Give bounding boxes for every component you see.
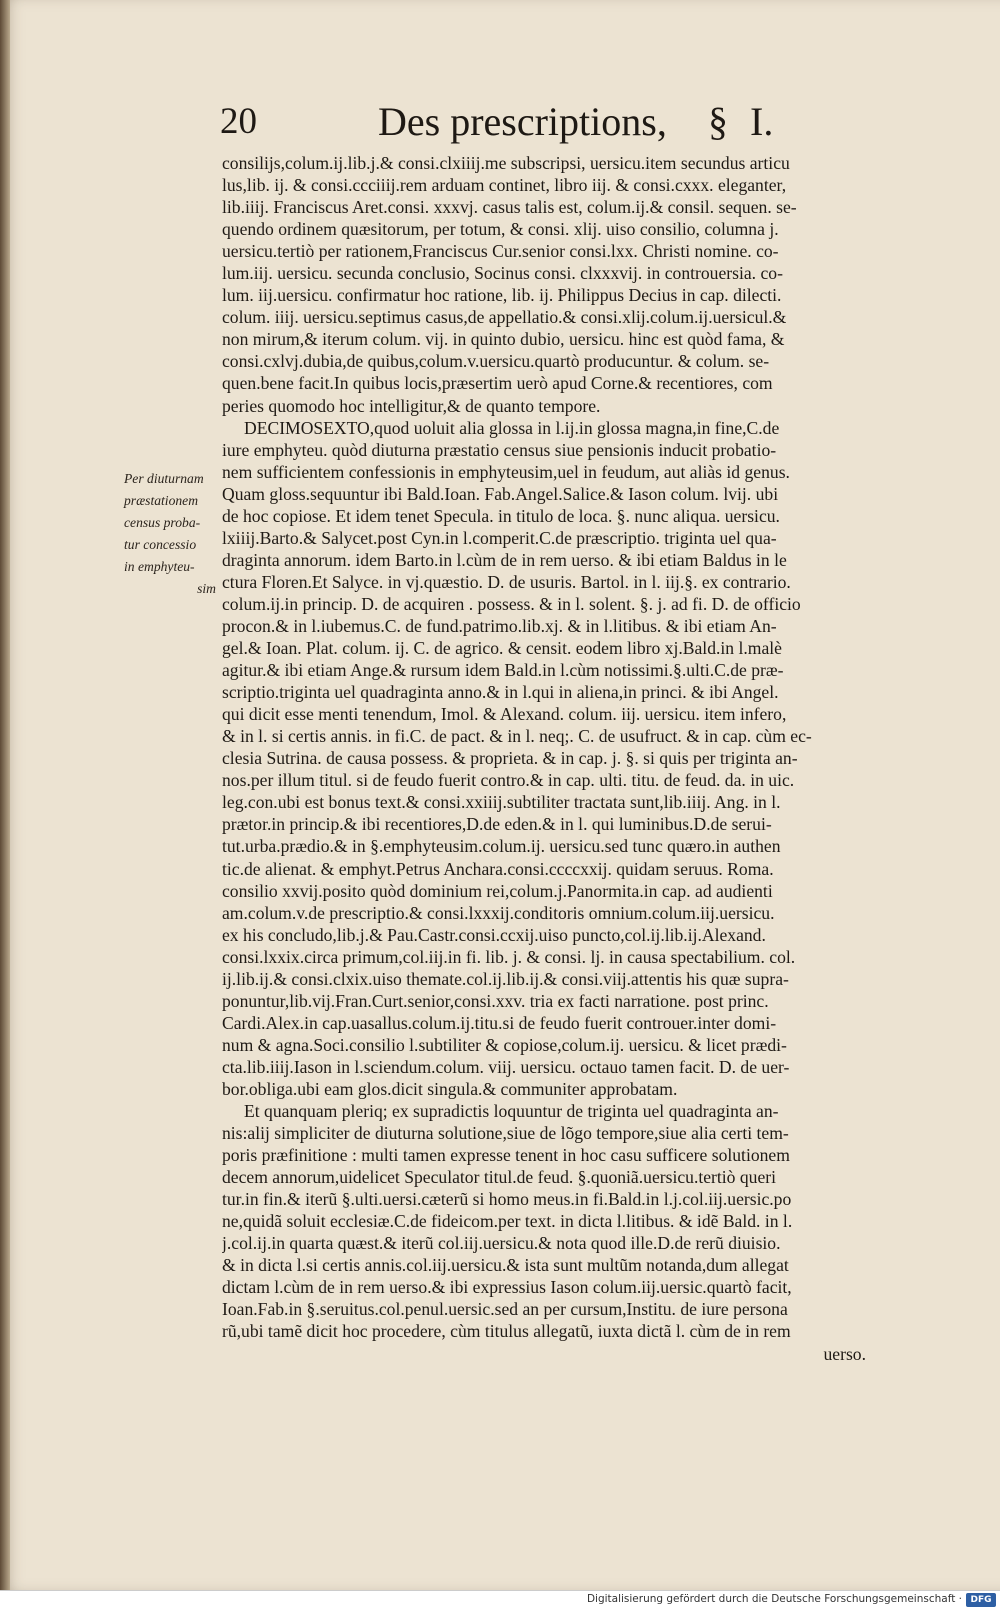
text-line: quendo ordinem quæsitorum, per totum, & consi. xlij. uiso consilio, columna j.: [222, 219, 779, 240]
text-line: consiliјs,colum.ij.lib.j.& consi.clxiiij.me subscripsi, uersicu.item secundus articu: [222, 153, 790, 173]
margin-note-line: Per diuturnam: [124, 471, 204, 486]
dfg-logo-icon: DFG: [966, 1593, 996, 1607]
page-header: [220, 92, 800, 152]
text-line: quen.bene facit.In quibus locis,præsertim uerò apud Corne.& recentiores, com: [222, 373, 773, 394]
text-line: j.col.ij.in quarta quæst.& iterũ col.iij.uersicu.& nota quod ille.D.de rerũ diuisio.: [222, 1233, 781, 1254]
text-line: tur.in fin.& iterũ §.ulti.uersi.cæterũ si homo meus.in fi.Bald.in l.j.col.iij.uersic.po: [222, 1189, 792, 1210]
text-line: uersicu.tertiò per rationem,Franciscus Cur.senior consi.lxx. Christi nomine. co-: [222, 241, 779, 262]
text-line: leg.con.ubi est bonus text.& consi.xxiiij.subtiliter tractata sunt,lib.iiij. Ang. in l.: [222, 792, 781, 813]
margin-note-line: in emphyteu-: [124, 559, 195, 574]
text-line: bor.obliga.ubi eam glos.dicit singula.& communiter approbatam.: [222, 1078, 678, 1099]
text-line: Quam gloss.sequuntur ibi Bald.Ioan. Fab.Angel.Salice.& Iason colum. lvij. ubi: [222, 483, 779, 504]
page-title: Des prescriptions,: [378, 99, 667, 144]
text-line: gel.& Ioan. Plat. colum. ij. C. de agrico. & censit. eodem libro xj.Bald.in l.malè: [222, 638, 782, 659]
text-line: peries quomodo hoc intelligitur,& de quanto tempore.: [222, 395, 601, 416]
text-line: lxiiij.Barto.& Salycet.post Cyn.in l.comperit.C.de præscriptio. triginta uel qua-: [222, 527, 777, 548]
text-line: ex his concludo,lib.j.& Pau.Castr.consi.ccxij.uiso puncto,col.ij.lib.ij.Alexand.: [222, 924, 766, 945]
footer-bar: [0, 1590, 1000, 1610]
page-gutter-shadow: [0, 0, 10, 1590]
text-line: tic.de alienat. & emphyt.Petrus Anchara.consi.ccccxxij. quidam seruus. Roma.: [222, 858, 774, 879]
text-line: scriptio.triginta uel quadraginta anno.& in l.qui in aliena,in princi. & ibi Angel.: [222, 682, 779, 703]
text-line: Et quanquam pleriq; ex supradictis loquuntur de triginta uel quadraginta an-: [244, 1101, 779, 1122]
text-line: consi.cxlvj.dubia,de quibus,colum.v.uersicu.quartò producuntur. & colum. se-: [222, 351, 770, 372]
text-line: clesia Sutrina. de causa possess. & proprieta. & in cap. j. §. si quis per triginta an-: [222, 748, 798, 769]
text-line: Ioan.Fab.in §.seruitus.col.penul.uersic.sed an per cursum,Institu. de iure persona: [222, 1299, 788, 1320]
text-line: de hoc copiose. Et idem tenet Specula. in titulo de loca. §. nunc aliqua. uersicu.: [222, 505, 780, 526]
text-line: colum.ij.in princip. D. de acquiren . possess. & in l. solent. §. j. ad fi. D. de officio: [222, 593, 801, 614]
text-line: uerso.: [823, 1343, 866, 1364]
text-line: Cardi.Alex.in cap.uasallus.colum.ij.titu.si de feudo fuerit controuer.inter domi-: [222, 1012, 777, 1033]
text-line: rũ,ubi tamẽ dicit hoc procedere, cùm titulus allegatũ, iuxta dictã l. cùm de in rem: [222, 1321, 791, 1342]
text-line: nem sufficientem confessionis in emphyteusim,uel in feudum, aut aliàs id genus.: [222, 461, 790, 482]
text-line: procon.& in l.iubemus.C. de fund.patrimo.lib.xj. & in l.litibus. & ibi etiam An-: [222, 615, 777, 636]
margin-note-line: sim: [197, 581, 216, 596]
margin-note: [124, 468, 218, 600]
text-line: ij.lib.ij.& consi.clxix.uiso themate.col.ij.lib.ij.& consi.viij.attentis his quæ supra-: [222, 968, 789, 989]
text-line: draginta annorum. idem Barto.in l.cùm de in rem uerso. & ibi etiam Baldus in le: [222, 549, 787, 570]
text-line: & in l. si certis annis. in fi.C. de pact. & in l. neq;. C. de usufruct. & in cap. cùm ec-: [222, 726, 812, 747]
text-line: poris præfinitione : multi tamen expresse tenent in hoc casu sufficere solutionem: [222, 1145, 790, 1166]
text-line: lib.iiij. Franciscus Aret.consi. xxxvj. casus talis est, colum.ij.& consil. sequen. se-: [222, 197, 797, 218]
text-line: nos.per illum titul. si de feudo fuerit contro.& in cap. ulti. titu. de feud. da. in uic.: [222, 770, 795, 791]
text-line: cta.lib.iiij.Iason in l.sciendum.colum. viij. uersicu. octauo tamen facit. D. de uer-: [222, 1056, 790, 1077]
text-line: qui dicit esse menti tenendum, Imol. & Alexand. colum. iij. uersicu. item infero,: [222, 704, 787, 725]
text-line: lum.iij. uersicu. secunda conclusio, Socinus consi. clxxxvij. in controuersia. co-: [222, 263, 783, 284]
page-number: 20: [220, 101, 257, 142]
text-line: nis:alij simpliciter de diuturna solutione,siue de lõgo tempore,siue alia certi tem-: [222, 1123, 789, 1144]
text-line: ne,quidã soluit ecclesiæ.C.de fideicom.per text. in dicta l.litibus. & idẽ Bald. in l.: [222, 1211, 793, 1232]
text-line: colum. iiij. uersicu.septimus casus,de appellatio.& consi.xlij.colum.ij.uersicul.&: [222, 307, 787, 328]
margin-note-line: tur concessio: [124, 537, 197, 552]
text-line: iure emphyteu. quòd diuturna præstatio census siue pensionis inducit probatio-: [222, 439, 777, 460]
margin-note-line: census proba-: [124, 515, 201, 530]
text-line: ctura Floren.Et Salyce. in vj.quæstio. D. de usuris. Bartol. in l. iij.§. ex contrario.: [222, 571, 791, 592]
text-line: agitur.& ibi etiam Ange.& rursum idem Bald.in l.cùm notissimi.§.ulti.C.de præ-: [222, 660, 784, 681]
text-line: consi.lxxix.circa primum,col.iij.in fi. lib. j. & consi. lj. in causa spectabilium. col.: [222, 946, 796, 967]
section-sign-icon: §: [708, 99, 728, 144]
text-line: prætor.in princip.& ibi recentiores,D.de eden.& in l. qui luminibus.D.de serui-: [222, 814, 772, 835]
text-line: ponuntur,lib.vij.Fran.Curt.senior,consi.xxv. tria ex facti narratione. post princ.: [222, 990, 769, 1011]
text-line: decem annorum,uidelicet Speculator titul.de feud. §.quoniã.uersicu.tertiò queri: [222, 1167, 777, 1188]
text-line: lus,lib. ij. & consi.ccciiij.rem arduam continet, libro iij. & consi.cxxx. eleganter,: [222, 175, 787, 196]
text-line: & in dicta l.si certis annis.col.iij.uersicu.& ista sunt multũm notanda,dum allegat: [222, 1255, 789, 1276]
text-line: non mirum,& iterum colum. vij. in quinto dubio, uersicu. hinc est quòd fama, &: [222, 329, 785, 350]
margin-note-line: præstationem: [124, 493, 199, 508]
text-line: tut.urba.prædio.& in §.emphyteusim.colum.ij. uersicu.sed tunc quæro.in authen: [222, 836, 781, 857]
text-line: lum. iij.uersicu. confirmatur hoc ratione, lib. ij. Philippus Decius in cap. dilecti.: [222, 285, 782, 306]
text-line: num & agna.Soci.consilio l.subtiliter & copiose,colum.ij. uersicu. & licet prædi-: [222, 1034, 787, 1055]
text-line: am.colum.v.de prescriptio.& consi.lxxxij.conditoris omnium.colum.iij.uersicu.: [222, 902, 775, 923]
main-text-block: [222, 152, 880, 1365]
text-line: consilio xxvij.posito quòd dominium rei,colum.j.Panormita.in cap. ad audienti: [222, 880, 773, 901]
text-line: dictam l.cùm de in rem uerso.& ibi expressius Iason colum.iij.uersic.quartò facit,: [222, 1277, 792, 1298]
digitization-credit: Digitalisierung gefördert durch die Deutsche Forschungsgemeinschaft ·: [586, 1593, 962, 1605]
section-label: I.: [750, 99, 774, 144]
text-line: DECIMOSEXTO,quod uoluit alia glossa in l.ij.in glossa magna,in fine,C.de: [244, 417, 780, 438]
